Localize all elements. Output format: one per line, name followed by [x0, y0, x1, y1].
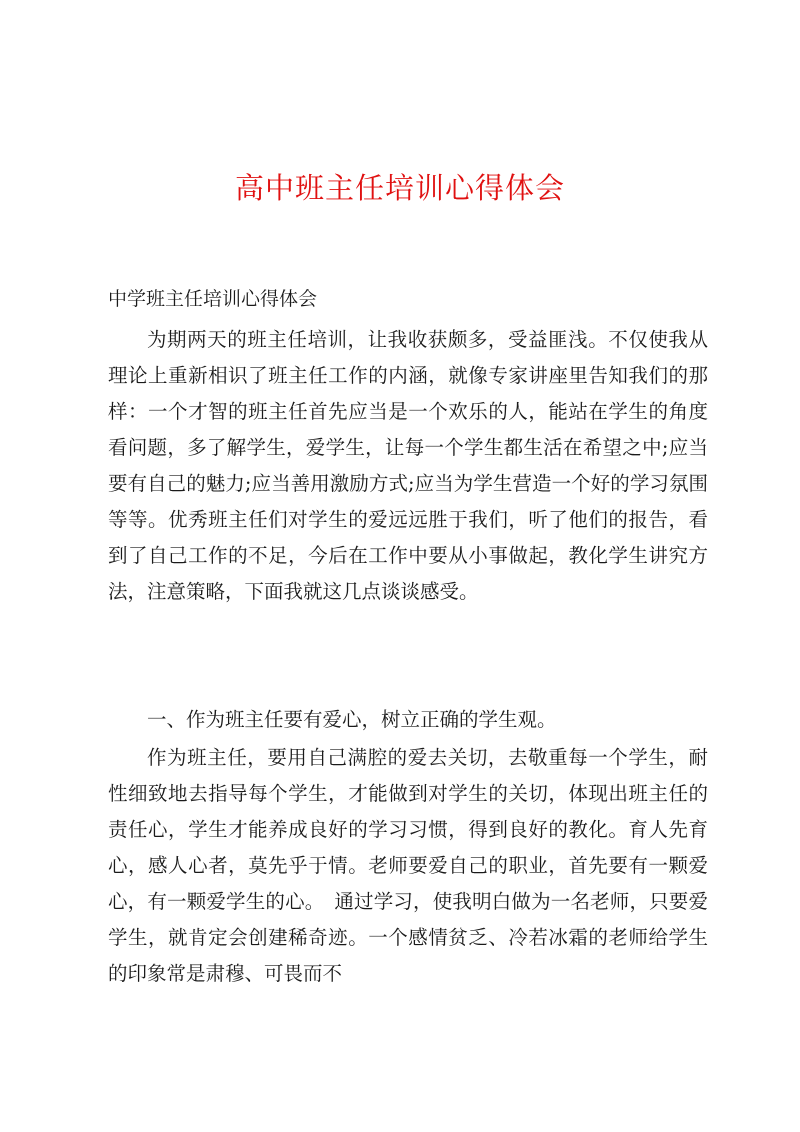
- paragraph-intro: 为期两天的班主任培训，让我收获颇多，受益匪浅。不仅使我从理论上重新相识了班主任工作的内涵，就像专家讲座里告知我们的那样：一个才智的班主任首先应当是一个欢乐的人，能站在学生的角度看问题，多了解学生，爱学生，让每一个学生都生活在希望之中;应当要有自己的魅力;应当善用激励方式;应当为学生营造一个好的学习氛围等等。优秀班主任们对学生的爱远远胜于我们，听了他们的报告，看到了自己工作的不足，今后在工作中要从小事做起，教化学生讲究方法，注意策略，下面我就这几点谈谈感受。: [108, 328, 708, 603]
- document-subtitle: 中学班主任培训心得体会: [108, 288, 318, 310]
- section-heading-1: 一、作为班主任要有爱心，树立正确的学生观。: [147, 708, 557, 731]
- paragraph-section-1: 作为班主任，要用自己满腔的爱去关切，去敬重每一个学生，耐性细致地去指导每个学生，才能做到对学生的关切，体现出班主任的责任心，学生才能养成良好的学习习惯，得到良好的教化。育人先育心，感人心者，莫先乎于情。老师要爱自己的职业，首先要有一颗爱心，有一颗爱学生的心。 通过学习，使我明白做为一名老师，只要爱学生，就肯定会创建稀奇迹。一个感情贫乏、冷若冰霜的老师给学生的印象常是肃穆、可畏而不: [108, 746, 708, 985]
- document-title: 高中班主任培训心得体会: [234, 171, 565, 205]
